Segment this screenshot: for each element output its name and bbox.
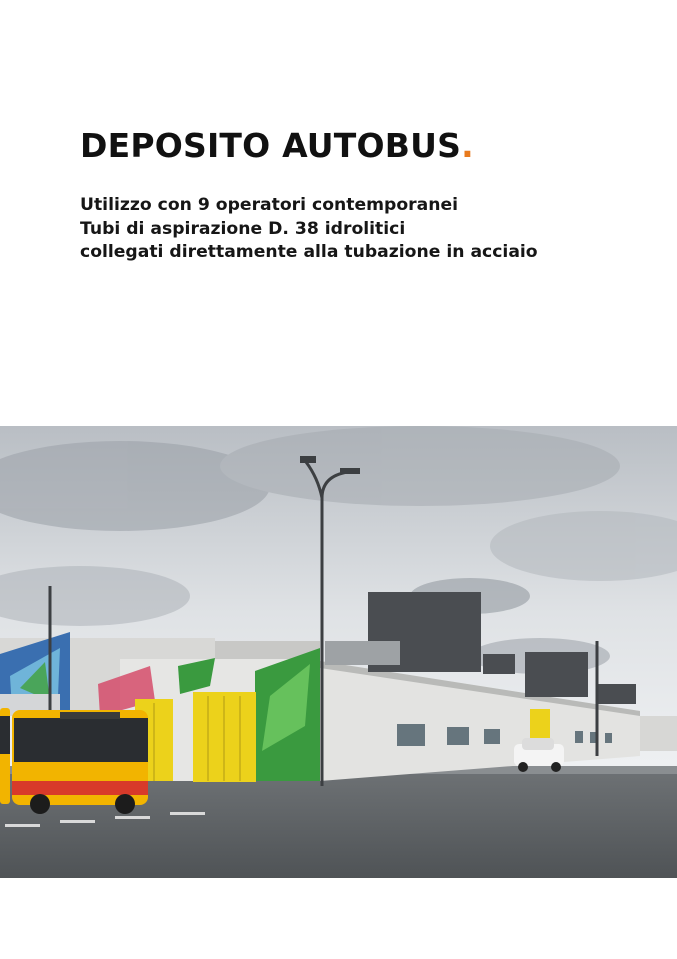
- subtitle-block: [80, 194, 538, 265]
- bus: [12, 710, 148, 814]
- bus-depot-illustration: [0, 426, 677, 878]
- bus-depot-photo: [0, 426, 677, 878]
- subtitle-line-2: Tubi di aspirazione D. 38 idrolitici: [80, 218, 406, 239]
- title-accent-dot: .: [461, 126, 474, 165]
- bus-left-edge: [0, 708, 10, 804]
- subtitle-line-3: collegati direttamente alla tubazione in acciaio: [80, 242, 538, 262]
- subtitle-line-1: Utilizzo con 9 operatori contemporanei: [80, 195, 459, 215]
- page-title: [80, 126, 474, 165]
- title-text: DEPOSITO AUTOBUS: [80, 126, 462, 165]
